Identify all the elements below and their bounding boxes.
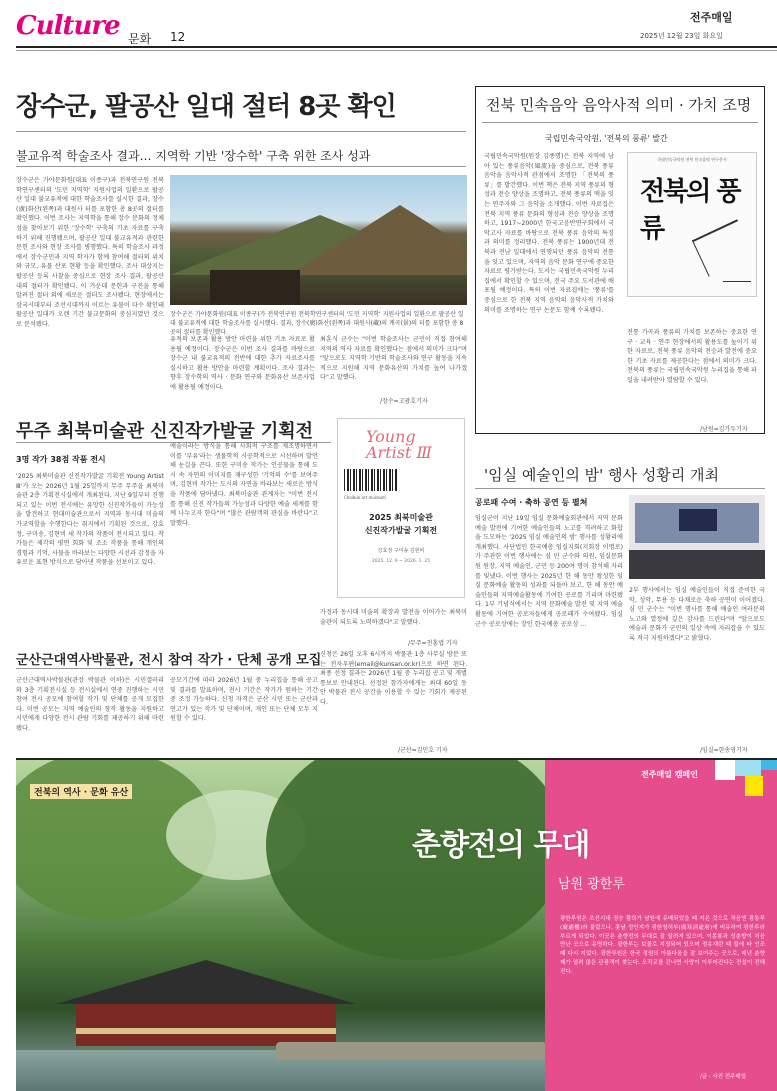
poster-title-line1: 2025 최북미술관 xyxy=(369,513,433,522)
header-rule-thin xyxy=(16,50,777,51)
divider xyxy=(16,131,466,132)
byline: /남원=김가두기자 xyxy=(700,426,748,433)
article-body-column: '2025 최북미술관 신진작가발굴 기획전 Young Artist Ⅲ'가 오는 2026년 1월 25일까지 무주 무주읍 최북미술관 2층 기획전시실에서 개최된다. 지난 9일부터 진행되고 있는 이번 전시에는 유망한 신진작가들이 가능성을 발견하고 현대미술관으로서 지역과 동시대 미술의 가교역할을 수행한다는 취지에서 기획된 것으로, 강효정, 구미송, 김현비 세 작가의 작품이 전시되고 있다. 작가들은 제각의 평면 회화 및 조소 작품을 통해 개인의 경험과 기억, 사물을 바라보는 다양한 시선과 감정을 자유로운 표현 방식으로 담아낸 작품을 선보이고 있다. xyxy=(16,473,164,567)
barcode-graphic xyxy=(344,469,398,491)
article-body-column: 장수군은 가야문화원(대표 이종구)과 전북연구원 전북학연구센터의 '도민 지역학' 지원사업의 일환으로 팔공산 일대 불교유적에 대한 학술조사를 실시한 결과, 장수(廣)화산(왼쪽)과 대원사 터를 포함한 총 8곳의 절터를 확인했다. 이번 조사는 지역학을 통해 장수 문화의 정체성을 찾아보기 위한 '장수학' 구축의 기초 자료를 구축하기 위해 진행됐으며, 팔공산 일대 불교유적과 관련한 문헌 조사와 현장 조사를 병행했다. 특히 학술조사 과정에서 장수군민과 지역 학자가 함께 참여해 절터의 위치와 규모, 유물 산포 현황 등을 확인했다. 조사 대상지는 팔공산 등록 사찰을 중심으로 현장 조사 결과, 팔공산 내의 절터가 확인됐다. 이 가운데 문헌과 구전을 통해 알려진 절터 외에 새로운 절터도 조사됐다. 현장에서는 삼국시대부터 조선시대까지 이르는 유물이 다수 확인돼 팔공산 일대가 오랜 기간 불교문화의 중심지였던 것으로 분석됐다. xyxy=(16,177,164,328)
sidebar-subheadline: 국립민속국악원, '전북의 풍류' 발간 xyxy=(545,134,668,143)
event-stage-photo xyxy=(629,495,765,579)
campaign-body-text: 광한루원은 조선시대 정승 황희가 남원에 유배되었을 때 지은 것으로 처음엔 광통루(廣通樓)라 불렀으나, 훗날 정인지가 광한청허부(廣寒淸虛府)에 비유하여 광한루라 부르게 되었다. 이곳은 춘향전의 무대로 잘 알려져 있으며, 이몽룡과 성춘향이 처음 만난 곳으로 유명하다. 광한루는 보물로 지정되어 있으며 정유재란 때 불에 타 인조 때 다시 지었다. 광한루원은 한국 정원의 아름다움을 잘 보여주는 곳으로, 매년 춘향제가 열려 많은 관광객이 찾는다. 오작교를 건너면 사랑이 이루어진다는 전설이 전해진다. xyxy=(560,916,765,975)
poster-museum: Choibuk art museum xyxy=(344,495,386,500)
page-number: 12 xyxy=(170,30,186,44)
byline: /임실=한송영기자 xyxy=(700,747,748,754)
article-body-column: 최훈식 군수는 "이번 학술조사는 군민이 직접 참여해 지역의 역사 자료를 확인했다는 점에서 의미가 크다"며 "앞으로도 지역학 기반의 학술조사와 연구 활동을 지속적으로 지원해 지역 문화유산의 가치를 높여 나가겠다"고 말했다. xyxy=(320,336,467,382)
article-body-column: 가정과 동시대 미술의 확장과 발전을 이어가는 최북미술관이 되도록 노력하겠다"고 말했다. xyxy=(320,609,467,626)
sidebar-headline: 전북 민속음악 음악사적 의미 · 가치 조명 xyxy=(486,96,752,114)
poster-title-line2: 신진작가발굴 기획전 xyxy=(364,526,438,535)
section-logo: Culture xyxy=(16,11,120,41)
article-headline: '임실 예술인의 밤' 행사 성황리 개최 xyxy=(484,466,719,484)
book-cover-title: 전북의 풍류 xyxy=(640,177,740,244)
exhibition-poster xyxy=(337,418,465,598)
divider xyxy=(475,488,765,489)
article-subheadline: 3명 작가 38점 작품 전시 xyxy=(16,455,106,464)
article-body-column: 신청은 26일 오후 6시까지 박물관 1층 사무실 방문 또는 전자우편(email@kunsan.or.kr)으로 하면 된다. 최종 선정 결과는 2026년 1월 중 누리집 공고 및 개별 통보로 안내된다. 선정된 참가자에게는 최대 60일 동안 박물관 전시 공간을 이용할 수 있는 기회가 제공된다. xyxy=(320,651,467,706)
article-subheadline: 공로패 수여 · 축하 공연 등 펼쳐 xyxy=(475,498,588,507)
gwanghallu-photo xyxy=(16,760,545,1091)
byline: /장수=고광호기자 xyxy=(380,398,428,405)
divider xyxy=(482,122,758,123)
article-headline: 장수군, 팔공산 일대 절터 8곳 확인 xyxy=(16,92,396,122)
poster-dates: 2025. 12. 9 ~ 2026. 1. 25 xyxy=(371,559,431,564)
issue-date: 2025년 12월 23일 화요일 xyxy=(640,32,723,40)
sidebar-body-column: 전통 가곡과 풍류의 가치를 보존하는 중요한 연구 · 교육 · 연주 현장에서의 활용도를 높이기 위한 자료로, 전북 풍류 음악의 전승과 발전에 중요한 기초 자료를 제공한다는 점에서 의미가 크다. 전북의 풍류는 국립민속국악원 누리집을 통해 파일을 내려받아 열람할 수 있다. xyxy=(627,329,757,384)
article-body-column: 공모기간에 따라 2026년 1월 중 누리집을 통해 공고 및 결과를 발표하며, 전시 기간은 작가가 원하는 기간 중 조정 가능하다. 신청 자격은 군산 시민 또는 군산과 연고가 있는 작가 및 단체이며, 개인 또는 단체 모두 지원할 수 있다. xyxy=(170,677,318,723)
poster-young: Young xyxy=(366,427,416,446)
mountain-photo xyxy=(170,175,467,305)
divider xyxy=(16,166,466,167)
newspaper-brand: 전주매일 xyxy=(690,11,733,24)
article-headline: 군산근대역사박물관, 전시 참여 작가 · 단체 공개 모집 xyxy=(16,653,322,668)
byline: /군산=김민호 기자 xyxy=(398,747,448,754)
book-cover-image xyxy=(627,152,757,297)
campaign-series-tag: 전북의 역사 · 문화 유산 xyxy=(30,784,132,799)
sidebar-body-column: 국립민속국악원(원장 김종명)은 전북 지역에 남아 있는 풍류음악(風流)을 중심으로, 전북 풍류 음악을 음악사적 관점에서 조명한 「전북의 풍류」를 발간했다. 이번 책은 전북 지역 풍류의 형성과 전승 양상을 조명하고, 전북 풍류의 맥을 잇는 연주자와 그 음악을 소개했다. 이번 자료집은 전북 지역 풍류 문화의 형성과 전승 양상을 조명하고, 1917~2000년 한국고음반연구회에서 국악고사 자료를 바탕으로 전북 풍류 음악의 특징과 의미를 정리했다. 전북 풍류는 1900년대 전북과 전남 일대에서 연행되던 풍류 음악의 전통을 잇고 있으며, 지역의 음악 문화 연구에 중요한 자료로 평가받는다. 도서는 국립민속국악원 누리집에서 확인할 수 있으며, 전국 주요 도서관에 배포될 예정이다. 특히 이번 자료집에는 '풍류'를 중심으로 한 전북 지역 음악의 음악사적 가치와 의미를 조명하는 연구 논문도 함께 수록됐다. xyxy=(484,153,614,314)
campaign-place: 남원 광한루 xyxy=(558,877,625,892)
campaign-credit: /글 · 사진 전주매일 xyxy=(700,1074,747,1080)
poster-artists: 강효정 구미송 김현비 xyxy=(377,548,425,554)
article-headline: 무주 최북미술관 신진작가발굴 기획전 xyxy=(16,421,314,442)
photo-caption: 장수군은 가야문화원(대표 이종구)가 전북연구원 전북학연구센터의 '도민 지역학' 지원사업의 일환으로 팔공산 일대 불교유적에 대한 학술조사를 실시했다. 결과, 장수(廣)화산(왼쪽)과 대원사(藏)의 계곡(景)의 터를 포함한 총 8곳의 절터를 확인했다. xyxy=(170,311,464,336)
article-body-column: 임실군이 지난 19일 임실 문화예술회관에서 지역 문화예술 발전에 기여한 예술인들의 노고를 격려하고 화합을 도모하는 '2025 임실 예술인의 밤' 행사를 성황리에 개최했다. 사단법인 한국예총 임실지회(지회장 이명로)가 주관한 이번 행사에는 심 민 군수와 의원, 임실문화원 원장, 지역 예술인, 군민 등 200여 명이 참석해 자리를 빛냈다. 이번 행사는 2025년 한 해 동안 왕성한 임실 문화예술 활동의 성과를 되돌아 보고, 한 해 동안 예술인들의 지역예술활동에 기여한 공로를 기리며 마련됐다. 1부 기념식에서는 지역 문화예술 발전 및 지역 예술 활동에 기여한 공로자들에게 공로패가 수여됐다. 임실군수 공로상에는 장인 한국예총 공로상 ... xyxy=(475,515,623,628)
article-body-column: 예술이라는 방식을 통해 사회적 구조를 재조명하면서 이를 '부유'라는 생물학적 시공학적으로 시선하며 발언해 눈길을 끈다. 또한 구미송 작가는 인공물을 통해 도시 속 자연의 이미지를 재구성한 '기억의 수'를 보여주며, 김현비 작가는 도시의 자연을 바라보는 새로운 방식을 작품에 담아냈다. 최북미술관 관계자는 "이번 전시를 통해 신진 작가들의 가능성과 다양한 예술 세계를 함께 나누고자 한다"며 "많은 관람객의 관심을 바란다"고 말했다. xyxy=(170,443,318,527)
article-body-column: 유적의 보존과 활용 방안 마련을 위한 기초 자료로 활용될 예정이다. 장수군은 이번 조사 결과를 바탕으로 장수군 내 불교유적의 전반에 대한 추가 자료조사를 실시하고 활용 방안을 마련할 계획이다. 조사 결과는 향후 장수학의 역사 · 문화 연구와 문화유산 보존사업에 활용될 예정이다. xyxy=(170,336,315,391)
section-name: 문화 xyxy=(128,32,152,46)
header-rule xyxy=(16,46,777,48)
publisher-logo xyxy=(723,281,751,291)
article-body-column: 2부 행사에서는 임실 예술인들이 직접 준비한 국악, 성악, 무용 등 다채로운 축하 공연이 이어졌다. 심 민 군수는 "이번 행사를 통해 예술인 여러분의 노고와 열정에 깊은 감사를 드린다"며 "앞으로도 예술과 문화가 군민의 일상 속에 자리잡을 수 있도록 적극 지원하겠다"고 밝혔다. xyxy=(629,587,765,642)
article-body-column: 군산근대역사박물관(관장 박물관 이하)은 시민갤러리와 3층 기획전시실 등 전시실에서 연중 진행하는 시민 참여 전시 공모에 참여할 작가 및 단체를 공개 모집한다. 이번 공모는 지역 예술인의 창작 활동을 지원하고 시민에게 다양한 전시 관람 기회를 제공하기 위해 마련됐다. xyxy=(16,677,164,732)
campaign-label: 전주매일 캠페인 xyxy=(641,770,698,779)
article-subheadline: 불교유적 학술조사 결과… 지역학 기반 '장수학' 구축 위한 조사 성과 xyxy=(16,149,371,163)
poster-artist: Artist Ⅲ xyxy=(366,443,432,462)
campaign-headline: 춘향전의 무대 xyxy=(412,828,590,863)
byline: /무주=천홍엽 기자 xyxy=(408,640,458,647)
book-cover-header: 국립민속국악원 전북 민속음악 연구총서 xyxy=(657,157,727,162)
campaign-body xyxy=(560,915,765,1085)
